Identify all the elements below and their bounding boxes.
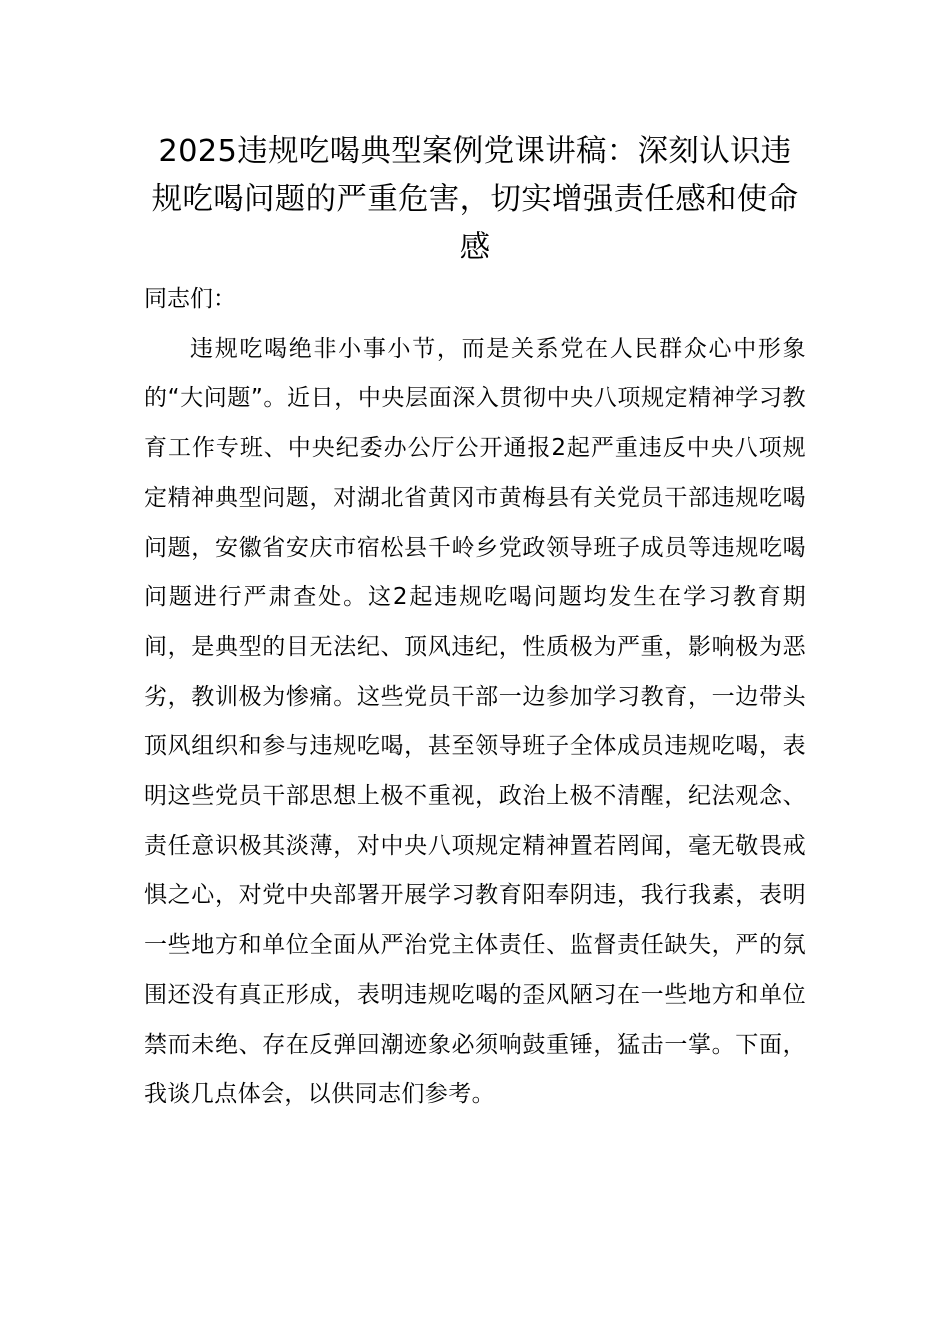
body-paragraph: 违规吃喝绝非小事小节，而是关系党在人民群众心中形象的“大问题”。近日，中央层面深入贯彻中央八项规定精神学习教育工作专班、中央纪委办公厅公开通报2起严重违反中央八项规定精神典型问题，对湖北省黄冈市黄梅县有关党员干部违规吃喝问题，安徽省安庆市宿松县千岭乡党政领导班子成员等违规吃喝问题进行严肃查处。这2起违规吃喝问题均发生在学习教育期间，是典型的目无法纪、顶风违纪，性质极为严重，影响极为恶劣，教训极为惨痛。这些党员干部一边参加学习教育，一边带头顶风组织和参与违规吃喝，甚至领导班子全体成员违规吃喝，表明这些党员干部思想上极不重视，政治上极不清醒，纪法观念、责任意识极其淡薄，对中央八项规定精神置若罔闻，毫无敬畏戒惧之心，对党中央部署开展学习教育阳奉阴违，我行我素，表明一些地方和单位全面从严治党主体责任、监督责任缺失，严的氛围还没有真正形成，表明违规吃喝的歪风陋习在一些地方和单位禁而未绝、存在反弹回潮迹象必须响鼓重锤，猛击一掌。下面，我谈几点体会，以供同志们参考。 (144, 335, 806, 1108)
salutation: 同志们： (144, 286, 236, 312)
document-page (144, 128, 806, 1120)
document-title: 2025违规吃喝典型案例党课讲稿：深刻认识违规吃喝问题的严重危害，切实增强责任感和使命感 (151, 134, 799, 265)
